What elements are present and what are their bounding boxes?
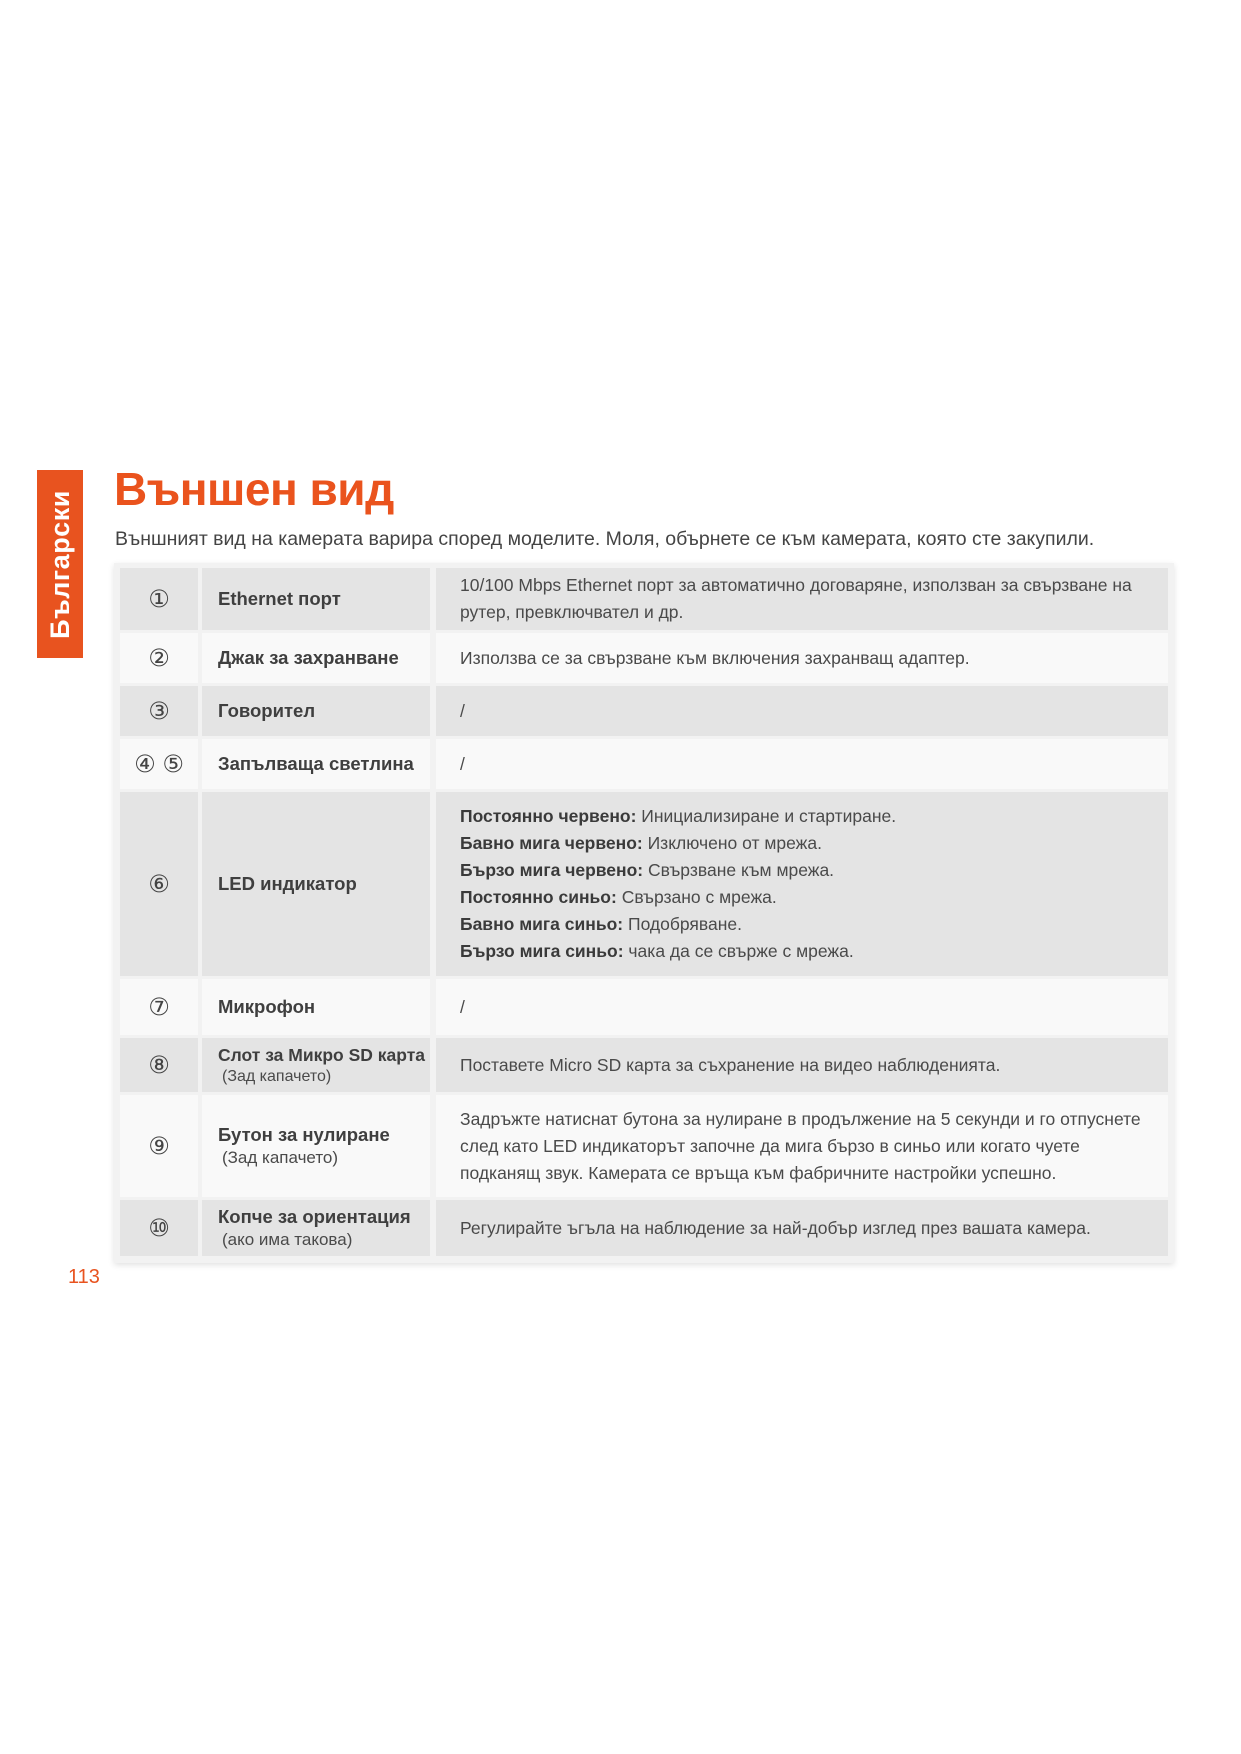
row-name [202, 686, 430, 736]
row-name [202, 1038, 430, 1092]
language-tab [37, 470, 83, 658]
led-state [460, 911, 742, 938]
led-state [460, 938, 854, 965]
table-row [120, 633, 1168, 683]
row-name [202, 792, 430, 976]
row-name-main: Запълваща светлина [218, 753, 414, 774]
row-name [202, 739, 430, 789]
intro-text: Външният вид на камерата варира според моделите. Моля, обърнете се към камерата, която сте закупили. [115, 528, 1095, 550]
led-state-list [436, 792, 1168, 976]
row-description [436, 1038, 1168, 1092]
row-description [436, 1095, 1168, 1197]
row-description [436, 568, 1168, 630]
row-number: ① [120, 568, 198, 630]
page-title: Външен вид [114, 463, 394, 515]
table-row [120, 1038, 1168, 1092]
row-description-text: Задръжте натиснат бутона за нулиране в продължение на 5 секунди и го отпуснете след като LED индикаторът започне да мига бързо в синьо или когато чуете подканящ звук. Камерата се връща към фабричните настройки успешно. [460, 1108, 1141, 1183]
led-state-text: Свързано с мрежа. [621, 887, 777, 907]
row-name-main: Микрофон [218, 996, 316, 1017]
row-number: ⑧ [120, 1038, 198, 1092]
row-name-main: Ethernet порт [218, 588, 341, 609]
table-row [120, 979, 1168, 1035]
table-row [120, 739, 1168, 789]
row-description-text: / [460, 996, 465, 1017]
led-state-text: Подобряване. [628, 914, 742, 934]
led-state [460, 830, 822, 857]
led-state [460, 803, 896, 830]
led-state [460, 884, 777, 911]
spec-table [114, 563, 1174, 1263]
row-number: ② [120, 633, 198, 683]
row-description-text: Регулирайте ъгъла на наблюдение за най-добър изглед през вашата камера. [460, 1217, 1091, 1238]
row-description-text: Използва се за свързване към включения захранващ адаптер. [460, 647, 970, 668]
row-number: ⑩ [120, 1200, 198, 1256]
row-name-main: Копче за ориентация [218, 1206, 411, 1227]
row-description [436, 1200, 1168, 1256]
led-state-text: Инициализиране и стартиране. [641, 806, 897, 826]
row-name [202, 1095, 430, 1197]
row-number: ③ [120, 686, 198, 736]
led-state-label: Бавно мига синьо: [460, 914, 624, 934]
led-state [460, 857, 834, 884]
row-name-main: Бутон за нулиране [218, 1124, 390, 1145]
table-row [120, 686, 1168, 736]
row-description [436, 633, 1168, 683]
row-name-sub: (ако има такова) [222, 1230, 353, 1249]
row-name-main: LED индикатор [218, 873, 357, 894]
row-description-text: 10/100 Mbps Ethernet порт за автоматично договаряне, използван за свързване на рутер, превключвател и др. [460, 575, 1132, 622]
language-tab-label: Български [44, 489, 75, 639]
row-description [436, 739, 1168, 789]
row-name [202, 633, 430, 683]
row-name-sub: (Зад капачето) [222, 1148, 339, 1167]
led-state-label: Постоянно синьо: [460, 887, 617, 907]
led-state-text: чака да се свърже с мрежа. [628, 941, 854, 961]
row-number: ⑨ [120, 1095, 198, 1197]
led-state-text: Свързване към мрежа. [648, 860, 835, 880]
row-name [202, 1200, 430, 1256]
row-name [202, 568, 430, 630]
led-state-label: Бързо мига червено: [460, 860, 644, 880]
led-state-label: Бавно мига червено: [460, 833, 643, 853]
row-number: ⑦ [120, 979, 198, 1035]
row-description [436, 686, 1168, 736]
row-number: ⑥ [120, 792, 198, 976]
row-name [202, 979, 430, 1035]
led-state-label: Постоянно червено: [460, 806, 637, 826]
table-row [120, 792, 1168, 976]
table-row [120, 1200, 1168, 1256]
row-name-sub: (Зад капачето) [222, 1067, 332, 1085]
row-name-main: Слот за Микро SD карта [218, 1044, 426, 1065]
row-description-text: Поставете Micro SD карта за съхранение на видео наблюденията. [460, 1054, 1001, 1075]
row-description [436, 979, 1168, 1035]
table-row [120, 568, 1168, 630]
led-state-text: Изключено от мрежа. [647, 833, 822, 853]
row-name-main: Говорител [218, 700, 316, 721]
row-description-text: / [460, 700, 465, 721]
row-name-main: Джак за захранване [218, 647, 399, 668]
table-row [120, 1095, 1168, 1197]
page-number: 113 [68, 1266, 100, 1288]
row-number: ④ ⑤ [120, 739, 198, 789]
led-state-label: Бързо мига синьо: [460, 941, 624, 961]
row-description-text: / [460, 753, 465, 774]
